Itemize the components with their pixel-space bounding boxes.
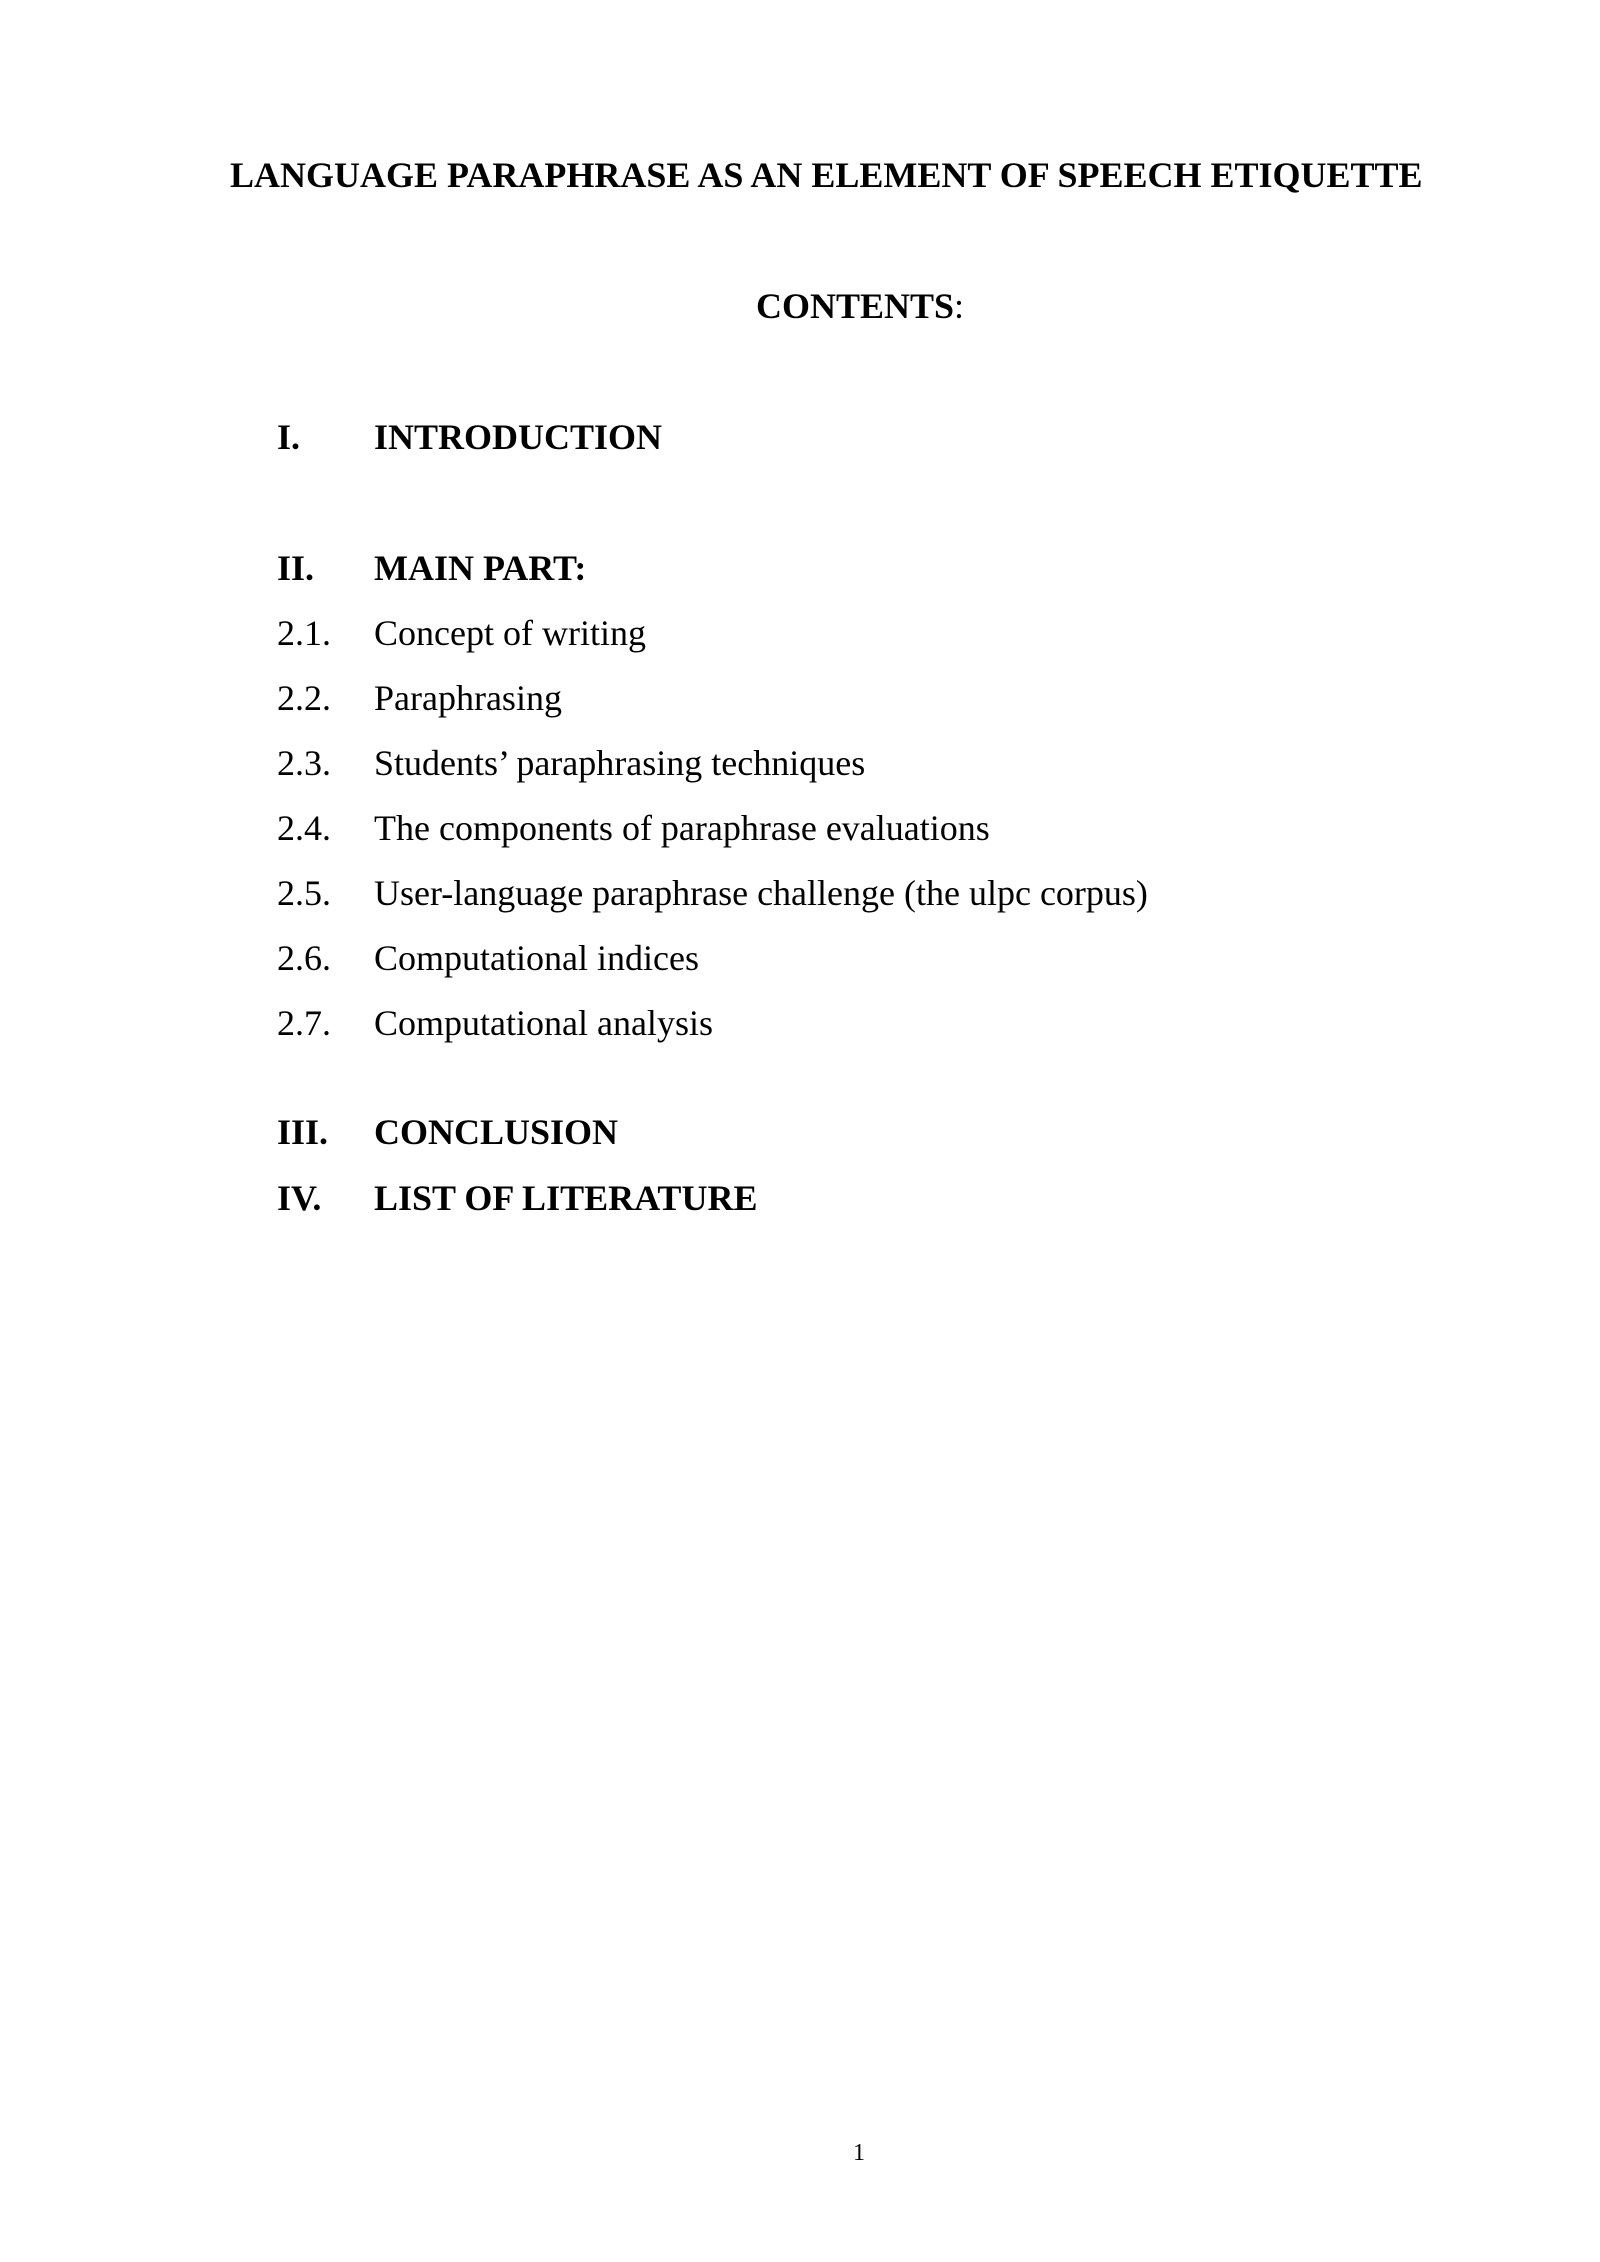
contents-heading bbox=[0, 281, 1600, 331]
toc-item-number: IV. bbox=[277, 1178, 322, 1218]
toc-item-label: Concept of writing bbox=[374, 613, 646, 653]
toc-item-students-paraphrasing-techniques bbox=[277, 738, 865, 788]
toc-item-concept-of-writing bbox=[277, 608, 646, 658]
toc-item-number: 2.2. bbox=[277, 678, 331, 718]
toc-item-user-language-paraphrase-challenge bbox=[277, 868, 1148, 918]
toc-item-conclusion bbox=[277, 1107, 618, 1157]
contents-heading-label: CONTENTS bbox=[755, 286, 955, 326]
toc-item-number: 2.1. bbox=[277, 613, 331, 653]
toc-item-label: User-language paraphrase challenge (the ulpc corpus) bbox=[374, 873, 1148, 913]
toc-item-label: INTRODUCTION bbox=[374, 417, 663, 457]
toc-item-introduction bbox=[277, 412, 662, 462]
toc-item-number: III. bbox=[277, 1112, 329, 1152]
toc-item-label: Paraphrasing bbox=[374, 678, 562, 718]
toc-item-label: Students’ paraphrasing techniques bbox=[374, 743, 866, 783]
toc-item-label: LIST OF LITERATURE bbox=[374, 1178, 758, 1218]
document-title: LANGUAGE PARAPHRASE AS AN ELEMENT OF SPEECH ETIQUETTE bbox=[230, 155, 1423, 195]
toc-item-label: CONCLUSION bbox=[374, 1112, 619, 1152]
toc-item-number: 2.4. bbox=[277, 808, 331, 848]
toc-item-computational-indices bbox=[277, 933, 699, 983]
toc-item-paraphrasing bbox=[277, 673, 562, 723]
toc-item-number: 2.6. bbox=[277, 938, 331, 978]
toc-item-label: Computational indices bbox=[374, 938, 699, 978]
toc-item-number: 2.7. bbox=[277, 1003, 331, 1043]
toc-item-number: I. bbox=[277, 417, 301, 457]
toc-item-computational-analysis bbox=[277, 998, 713, 1048]
toc-item-number: 2.3. bbox=[277, 743, 331, 783]
toc-item-main-part bbox=[277, 543, 586, 593]
page-number: 1 bbox=[853, 2140, 865, 2166]
toc-item-label: Computational analysis bbox=[374, 1003, 713, 1043]
toc-item-number: 2.5. bbox=[277, 873, 331, 913]
toc-item-label: The components of paraphrase evaluations bbox=[374, 808, 990, 848]
toc-item-components-of-paraphrase-evaluations bbox=[277, 803, 990, 853]
toc-item-list-of-literature bbox=[277, 1173, 757, 1223]
contents-heading-colon: : bbox=[954, 286, 965, 326]
toc-item-label: MAIN PART: bbox=[374, 548, 587, 588]
toc-item-number: II. bbox=[277, 548, 315, 588]
